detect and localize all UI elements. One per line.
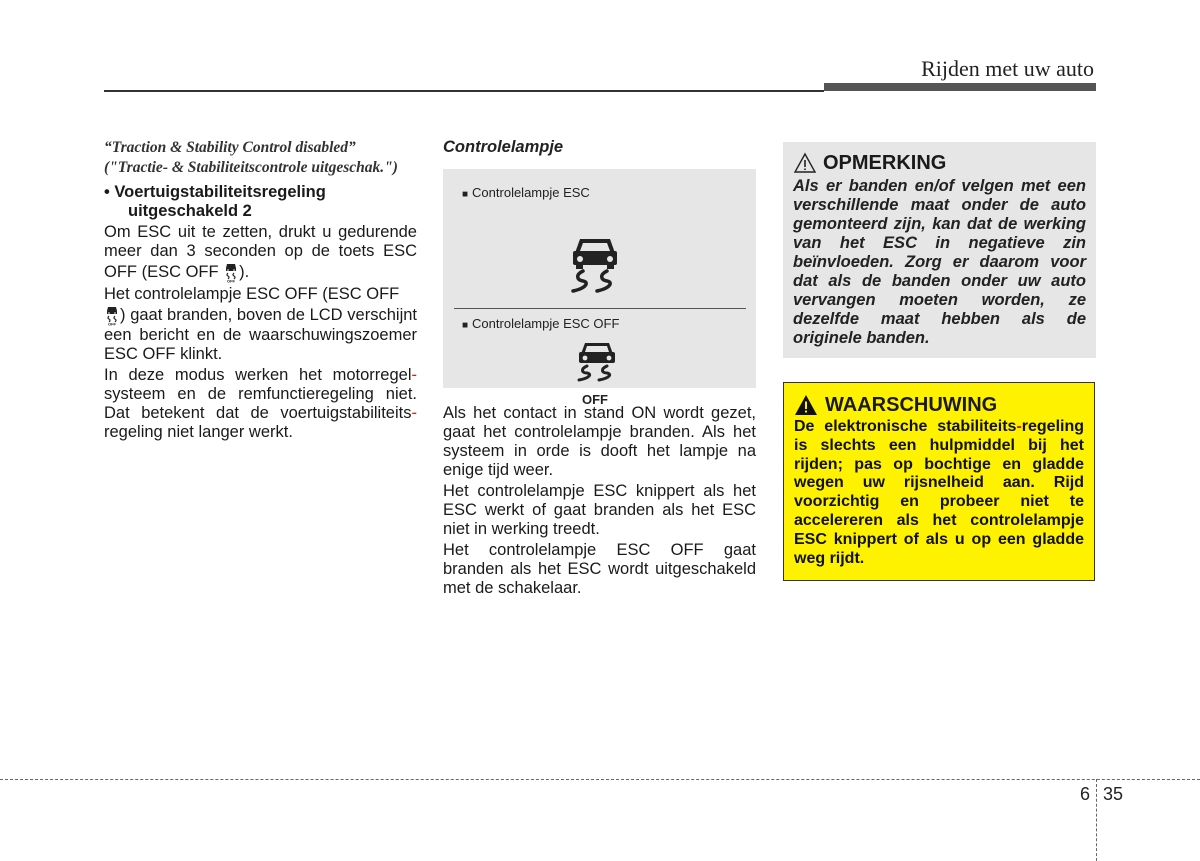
hyphen-mark: -	[1016, 418, 1022, 435]
warning-text-part: De elektronische stabiliteits	[794, 418, 1017, 435]
bullet-title-line2: uitgeschakeld 2	[128, 202, 252, 220]
svg-text:OFF: OFF	[108, 321, 116, 326]
warning-title: WAARSCHUWING	[825, 393, 998, 416]
header-rule	[104, 90, 824, 92]
hyphen-mark: -	[411, 366, 417, 384]
section-number: 6	[1080, 784, 1091, 804]
left-column	[104, 138, 417, 444]
header-rule-thick	[824, 83, 1096, 91]
lamp-label-esc: ■ Controlelampje ESC	[462, 185, 590, 200]
paragraph-lamp-blink: Het controlelampje ESC knippert als het ESC werkt of gaat branden als het ESC niet in werking treedt.	[443, 482, 756, 538]
section-heading: Controlelampje	[443, 138, 564, 156]
esc-off-icon	[223, 261, 239, 283]
esc-off-label: OFF	[582, 392, 608, 407]
bullet-title	[104, 183, 417, 221]
lamp-label-text: Controlelampje ESC OFF	[472, 316, 620, 331]
warning-triangle-icon	[794, 394, 818, 416]
paragraph-lamp-on: Als het contact in stand ON wordt gezet, gaat het controlelampje branden. Als het systeem in orde is dooft het lampje na enige tijd weer.	[443, 404, 756, 479]
esc-off-icon	[573, 341, 621, 389]
note-text: Als er banden en/of velgen met een verschillende maat onder de auto gemonteerd zijn, kan dat de werking van het ESC in negatieve zin beïnvloeden. Zorg er daarom voor dat als de banden onder uw auto vervangen moeten worden, ze dezelfde maat hebben als de originele banden.	[793, 177, 1086, 347]
paragraph-lamp-off: Het controlelampje ESC OFF gaat branden als het ESC wordt uitgeschakeld met de schakelaar.	[443, 541, 756, 597]
caution-triangle-icon	[793, 152, 817, 174]
footer-dashed-rule	[0, 779, 1200, 780]
footer-dashed-divider	[1096, 779, 1097, 861]
right-column	[783, 142, 1096, 581]
paragraph-text: ) gaat branden, boven de LCD verschijnt een bericht en de waarschuwingszoemer ESC OFF klinkt.	[104, 306, 417, 363]
esc-off-icon	[104, 304, 120, 326]
paragraph-indicator	[104, 285, 417, 364]
note-title: OPMERKING	[823, 151, 947, 174]
lamp-label-esc-off: ■ Controlelampje ESC OFF	[462, 316, 620, 331]
hyphen-mark: -	[411, 404, 417, 422]
warning-text	[794, 418, 1084, 568]
paragraph-esc-off	[104, 223, 417, 283]
esc-icon	[567, 235, 623, 295]
paragraph-text: systeem en de remfunctieregeling niet. Dat betekent dat de voertuigstabiliteits	[104, 385, 417, 422]
paragraph-mode	[104, 366, 417, 442]
lamp-divider	[454, 308, 746, 309]
indicator-lamp-box	[443, 169, 756, 407]
warning-heading	[794, 394, 1084, 416]
warning-box	[783, 382, 1095, 581]
menu-label-nl: ("Tractie- & Stabiliteitscontrole uitgeschak.")	[104, 159, 398, 176]
paragraph-text: Om ESC uit te zetten, drukt u gedurende meer dan 3 seconden op de toets ESC OFF (ESC OFF	[104, 223, 417, 281]
lamp-label-text: Controlelampje ESC	[472, 185, 590, 200]
paragraph-text: regeling niet langer werkt.	[104, 423, 293, 441]
paragraph-text: In deze modus werken het motorregel	[104, 366, 412, 384]
middle-column	[443, 138, 756, 600]
note-heading	[793, 152, 1086, 174]
page-number: 35	[1103, 784, 1124, 804]
menu-label-en: “Traction & Stability Control disabled”	[104, 139, 356, 156]
paragraph-text: Het controlelampje ESC OFF (ESC OFF	[104, 285, 400, 303]
bullet-title-line1: • Voertuigstabiliteitsregeling	[104, 183, 326, 201]
svg-text:OFF: OFF	[227, 278, 236, 283]
page-header-title: Rijden met uw auto	[921, 56, 1094, 81]
paragraph-text: ).	[239, 263, 250, 281]
note-box	[783, 142, 1096, 358]
warning-text-part: regeling is slechts een hulpmiddel bij het rijden; pas op bochtige en gladde wegen uw rijsnelheid aan. Rijd voorzichtig en probeer niet te accelereren als het controlelampje ESC knippert of als u op een gladde weg rijdt.	[794, 418, 1084, 567]
